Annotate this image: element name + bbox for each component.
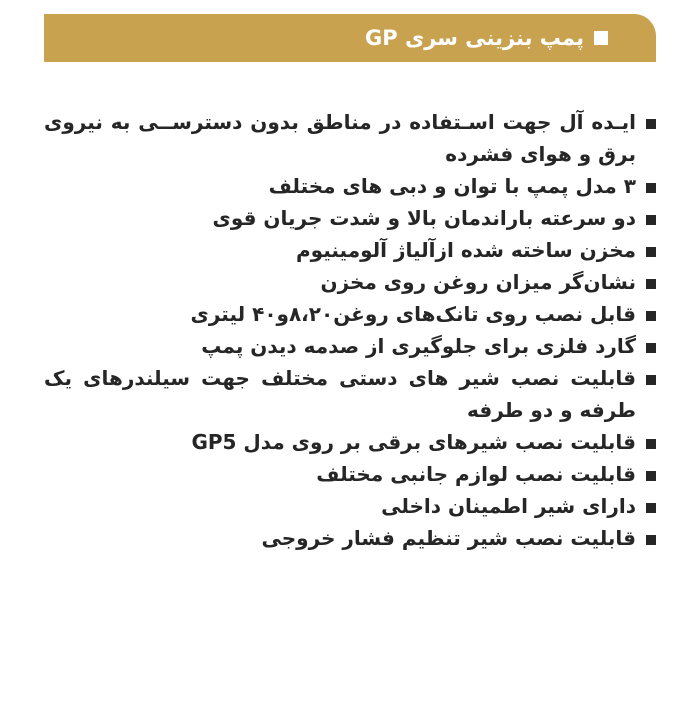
square-bullet-icon — [646, 471, 656, 481]
feature-text: دو سرعته باراندمان بالا و شدت جریان قوی — [212, 206, 636, 230]
square-bullet-icon — [646, 375, 656, 385]
feature-text: قابلیت نصب شیر تنظیم فشار خروجی — [261, 526, 636, 550]
square-bullet-icon — [646, 247, 656, 257]
feature-item — [44, 458, 656, 490]
feature-text: مخزن ساخته شده ازآلیاژ آلومینیوم — [296, 238, 636, 262]
feature-list — [44, 106, 656, 554]
header-square-icon — [594, 31, 608, 45]
square-bullet-icon — [646, 311, 656, 321]
square-bullet-icon — [646, 119, 656, 129]
feature-item — [44, 234, 656, 266]
feature-item — [44, 266, 656, 298]
feature-item — [44, 202, 656, 234]
feature-text: قابلیت نصب لوازم جانبی مختلف — [316, 462, 636, 486]
feature-text: ۳ مدل پمپ با توان و دبی های مختلف — [268, 174, 636, 198]
feature-item — [44, 330, 656, 362]
feature-text: دارای شیر اطمینان داخلی — [381, 494, 636, 518]
square-bullet-icon — [646, 215, 656, 225]
feature-item — [44, 490, 656, 522]
square-bullet-icon — [646, 279, 656, 289]
section-header — [44, 14, 656, 62]
feature-item — [44, 362, 656, 426]
feature-text: قابلیت نصب شیر های دستی مختلف جهت سیلندرهای یک طرفه و دو طرفه — [44, 366, 636, 422]
feature-text: ایـده آل جهت اسـتفاده در مناطق بدون دسترســی به نیروی برق و هوای فشرده — [44, 110, 636, 166]
section-title: پمپ بنزینی سری GP — [365, 26, 584, 50]
square-bullet-icon — [646, 343, 656, 353]
square-bullet-icon — [646, 439, 656, 449]
feature-text: قابلیت نصب شیرهای برقی بر روی مدل GP5 — [191, 430, 636, 454]
square-bullet-icon — [646, 535, 656, 545]
square-bullet-icon — [646, 183, 656, 193]
feature-item — [44, 522, 656, 554]
feature-text: نشان‌گر میزان روغن روی مخزن — [320, 270, 636, 294]
feature-item — [44, 170, 656, 202]
square-bullet-icon — [646, 503, 656, 513]
feature-item — [44, 106, 656, 170]
feature-item — [44, 298, 656, 330]
feature-text: گارد فلزی برای جلوگیری از صدمه دیدن پمپ — [201, 334, 636, 358]
feature-item — [44, 426, 656, 458]
feature-text: قابل نصب روی تانک‌های روغن۸،۲۰و۴۰ لیتری — [190, 302, 636, 326]
